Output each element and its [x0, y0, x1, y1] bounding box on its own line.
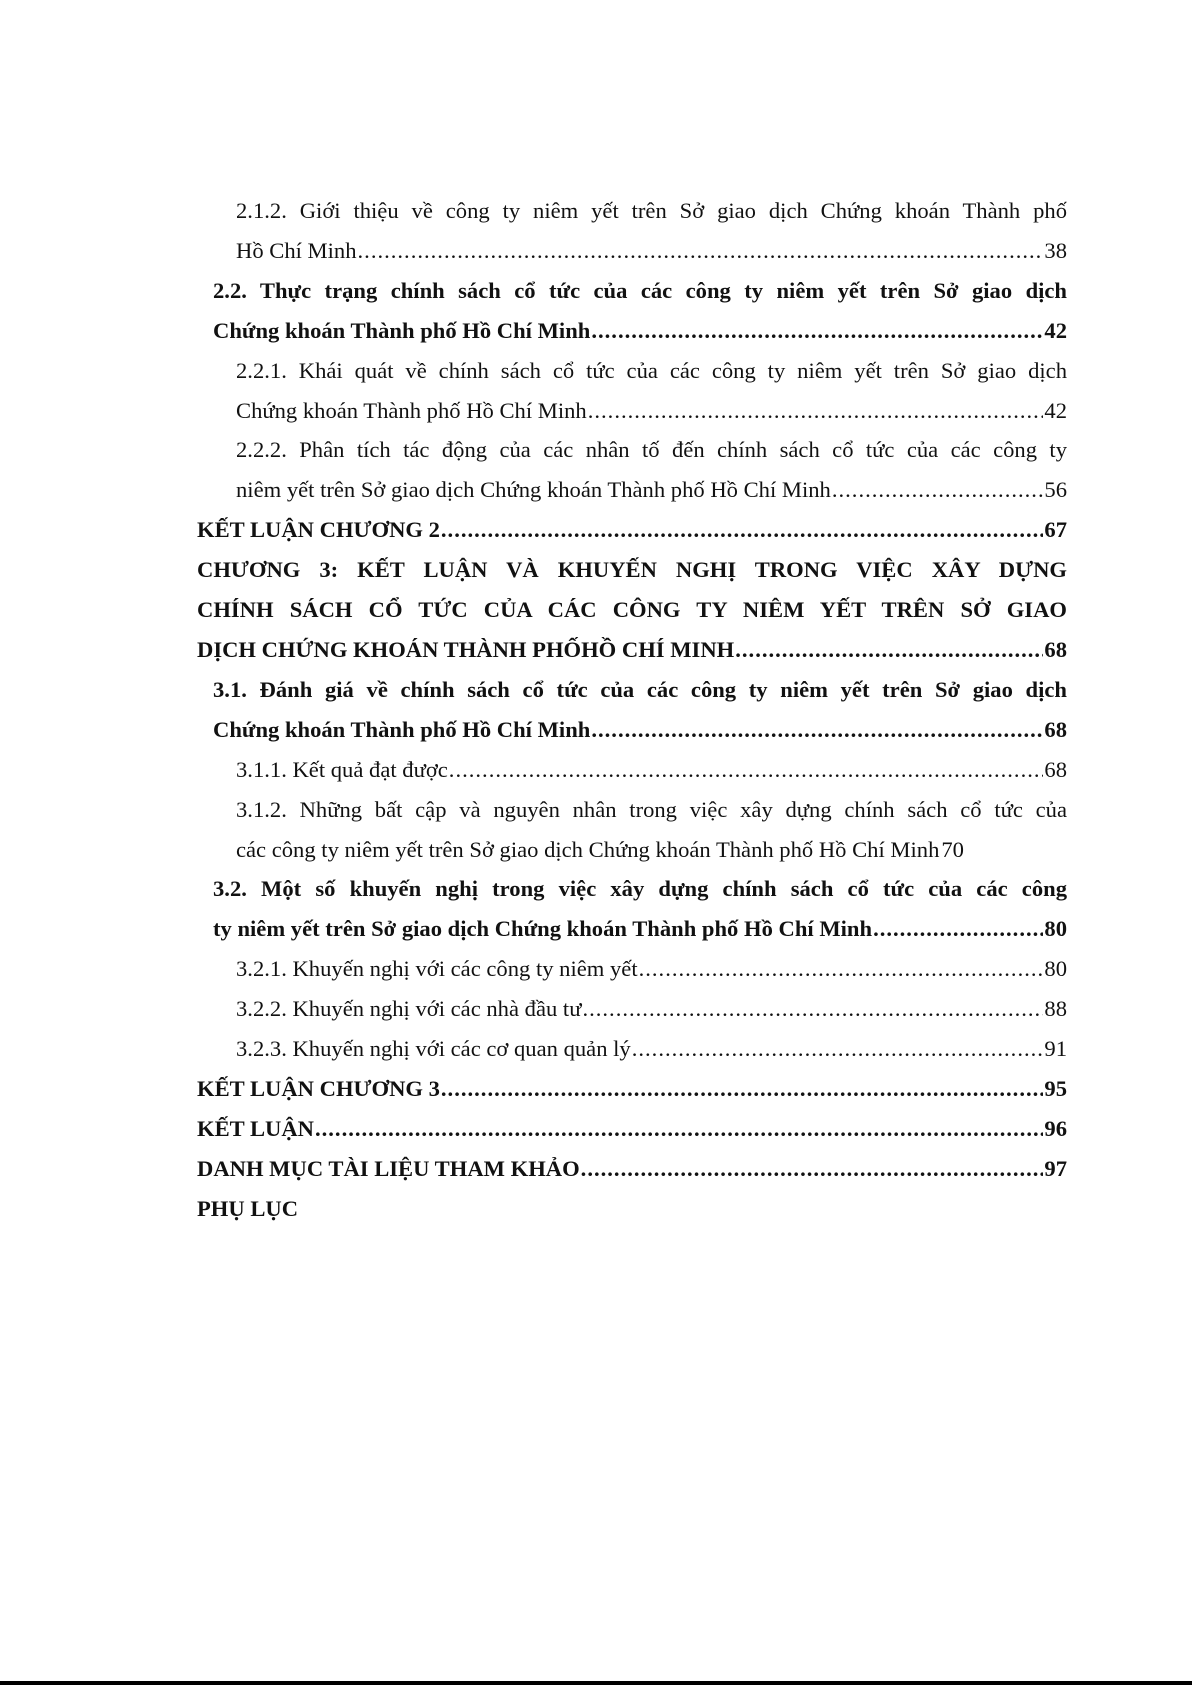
- dot-leader: [632, 1029, 1044, 1069]
- toc-entry-ket-luan[interactable]: [197, 1109, 1067, 1149]
- toc-entry-3-2-3[interactable]: [197, 1029, 1067, 1069]
- dot-leader: [832, 470, 1044, 510]
- toc-page-number: 96: [1044, 1115, 1067, 1141]
- dot-leader: [735, 630, 1043, 670]
- toc-entry-3-2[interactable]: [197, 869, 1067, 949]
- toc-entry-title-line: 3.2.2. Khuyến nghị với các nhà đầu tư: [236, 996, 582, 1022]
- toc-page-number: 80: [1044, 916, 1067, 942]
- toc-entry-title-line: 3.2. Một số khuyến nghị trong việc xây dựng chính sách cổ tức của các công: [213, 876, 1067, 902]
- toc-page-number: 42: [1044, 317, 1067, 343]
- toc-page-number: 68: [1044, 716, 1067, 742]
- toc-entry-3-1-2[interactable]: [197, 790, 1067, 870]
- toc-entry-2-1-2[interactable]: [197, 191, 1067, 271]
- toc-page-number: 68: [1044, 756, 1067, 782]
- toc-entry-3-2-2[interactable]: [197, 989, 1067, 1029]
- toc-entry-ket-luan-chuong-2[interactable]: [197, 510, 1067, 550]
- toc-entry-title-line: KẾT LUẬN CHƯƠNG 2: [197, 517, 440, 543]
- toc-entry-2-2[interactable]: [197, 271, 1067, 351]
- toc-entry-title-line: 3.2.3. Khuyến nghị với các cơ quan quản lý: [236, 1036, 631, 1062]
- dot-leader: [639, 949, 1044, 989]
- table-of-contents: [197, 191, 1067, 1229]
- toc-entry-2-2-1[interactable]: [197, 351, 1067, 431]
- toc-entry-title-line: 2.2.1. Khái quát về chính sách cổ tức của các công ty niêm yết trên Sở giao dịch: [236, 357, 1067, 383]
- toc-entry-title-line: 2.1.2. Giới thiệu về công ty niêm yết trên Sở giao dịch Chứng khoán Thành phố: [236, 198, 1067, 223]
- toc-entry-title-line: 3.1.2. Những bất cập và nguyên nhân trong việc xây dựng chính sách cổ tức của: [236, 796, 1067, 822]
- toc-entry-title-line: 2.2.2. Phân tích tác động của các nhân tố đến chính sách cổ tức của các công ty: [236, 437, 1067, 463]
- toc-entry-danh-muc-tai-lieu[interactable]: [197, 1149, 1067, 1189]
- toc-entry-3-1[interactable]: [197, 670, 1067, 750]
- dot-leader: [441, 510, 1044, 550]
- dot-leader: [588, 391, 1044, 431]
- dot-leader: [873, 909, 1043, 949]
- toc-entry-title-line: 3.1.1. Kết quả đạt được: [236, 756, 448, 782]
- dot-leader: [591, 311, 1043, 351]
- toc-page-number: 42: [1044, 397, 1067, 423]
- dot-leader: [441, 1069, 1044, 1109]
- toc-entry-ket-luan-chuong-3[interactable]: [197, 1069, 1067, 1109]
- toc-entry-2-2-2[interactable]: [197, 430, 1067, 510]
- toc-entry-title-line: Hồ Chí Minh: [236, 237, 357, 263]
- toc-entry-phu-luc[interactable]: [197, 1189, 1067, 1229]
- toc-page-number: 91: [1044, 1036, 1067, 1062]
- toc-page-number: 97: [1044, 1155, 1067, 1181]
- toc-entry-title-line: 3.1. Đánh giá về chính sách cổ tức của các công ty niêm yết trên Sở giao dịch: [213, 676, 1067, 702]
- toc-page-number: 70: [941, 836, 964, 862]
- toc-entry-title-line: CHƯƠNG 3: KẾT LUẬN VÀ KHUYẾN NGHỊ TRONG VIỆC XÂY DỰNG: [197, 557, 1067, 583]
- toc-entry-3-2-1[interactable]: [197, 949, 1067, 989]
- dot-leader: [581, 1149, 1044, 1189]
- toc-entry-title-line: ty niêm yết trên Sở giao dịch Chứng khoán Thành phố Hồ Chí Minh: [213, 916, 873, 942]
- toc-page-number: 38: [1044, 237, 1067, 263]
- toc-entry-title-line: niêm yết trên Sở giao dịch Chứng khoán Thành phố Hồ Chí Minh: [236, 477, 831, 503]
- dot-leader: [315, 1109, 1043, 1149]
- toc-page-number: 80: [1044, 956, 1067, 982]
- toc-entry-title-line: KẾT LUẬN CHƯƠNG 3: [197, 1075, 440, 1101]
- toc-page-number: 68: [1044, 636, 1067, 662]
- toc-entry-3-1-1[interactable]: [197, 750, 1067, 790]
- dot-leader: [358, 231, 1044, 271]
- dot-leader: [582, 989, 1043, 1029]
- toc-entry-title-line: Chứng khoán Thành phố Hồ Chí Minh: [213, 317, 591, 343]
- toc-page-number: 88: [1044, 996, 1067, 1022]
- toc-entry-title-line: 2.2. Thực trạng chính sách cổ tức của các công ty niêm yết trên Sở giao dịch: [213, 277, 1067, 303]
- bottom-edge-bar: [0, 1681, 1192, 1685]
- toc-entry-title-line: Chứng khoán Thành phố Hồ Chí Minh: [236, 397, 587, 423]
- dot-leader: [449, 750, 1044, 790]
- toc-page-number: 56: [1044, 477, 1067, 503]
- dot-leader: [591, 710, 1043, 750]
- toc-entry-title-line: DANH MỤC TÀI LIỆU THAM KHẢO: [197, 1155, 580, 1181]
- toc-entry-title-line: DỊCH CHỨNG KHOÁN THÀNH PHỐHỒ CHÍ MINH: [197, 636, 735, 662]
- toc-entry-title-line: các công ty niêm yết trên Sở giao dịch Chứng khoán Thành phố Hồ Chí Minh: [236, 836, 940, 862]
- toc-entry-title-line: CHÍNH SÁCH CỔ TỨC CỦA CÁC CÔNG TY NIÊM YẾT TRÊN SỞ GIAO: [197, 597, 1067, 623]
- toc-entry-title-line: Chứng khoán Thành phố Hồ Chí Minh: [213, 716, 591, 742]
- toc-entry-title-line: KẾT LUẬN: [197, 1115, 314, 1141]
- toc-entry-title-line: PHỤ LỤC: [197, 1195, 299, 1221]
- toc-page-number: 95: [1044, 1075, 1067, 1101]
- toc-page-number: 67: [1044, 517, 1067, 543]
- toc-entry-title-line: 3.2.1. Khuyến nghị với các công ty niêm yết: [236, 956, 638, 982]
- toc-entry-chuong-3[interactable]: [197, 550, 1067, 670]
